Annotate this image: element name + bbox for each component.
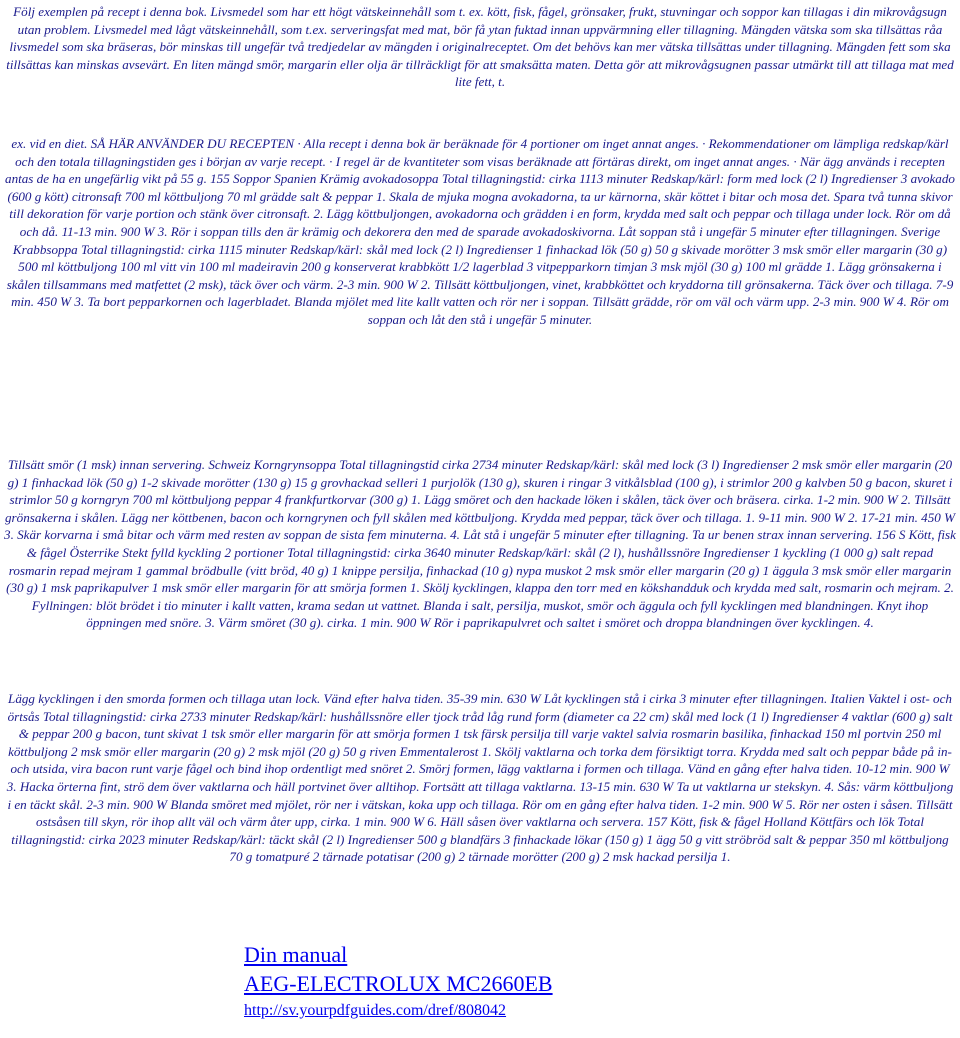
url-link[interactable]: http://sv.yourpdfguides.com/dref/808042 [244,1002,507,1019]
paragraph-recipes-meat: Tillsätt smör (1 msk) innan servering. Schweiz Korngrynsoppa Total tillagningstid cirka 2734 minuter Redskap/kärl: skål med lock (3 l) Ingredienser 2 msk smör eller margarin (20 g) 1 finhackad lök (50 g) 1-2 skivade morötter (130 g) 15 g grovhackad selleri 1 purjolök (130 g), skuren i ringar 3 vitkålsblad (100 g), i strimlor 200 g kalvben 50 g bacon, skuret i strimlor 50 g korngryn 700 ml köttbuljong peppar 4 frankfurtkorvar (300 g) 1. Lägg smöret och den hackade löken i skålen, täck över och bräsera. cirka. 1-2 min. 900 W 2. Tillsätt grönsakerna i skålen. Lägg ner köttbenen, bacon och korngrynen och fyll skålen med köttbuljong. Krydda med peppar, täck över och tillaga. 1. 9-11 min. 900 W 2. 17-21 min. 450 W 3. Skär korvarna i små bitar och värm med resten av soppan de sista fem minuterna. 4. Låt stå i ungefär 5 minuter efter tillagning. Ta ur benen strax innan servering. 156 S Kött, fisk & fågel Österrike Stekt fylld kyckling 2 portioner Total tillagningstid: cirka 3640 minuter Redskap/kärl: skål (2 l), hushållssnöre Ingredienser 1 kyckling (1 000 g) salt repad rosmarin repad mejram 1 gammal brödbulle (vitt bröd, 40 g) 1 knippe persilja, finhackad (10 g) nypa muskot 2 msk smör eller margarin (20 g) 1 äggula 3 msk smör eller margarin (30 g) 1 msk paprikapulver 1 msk smör eller margarin för att smörja formen 1. Skölj kycklingen, klappa den torr med en kökshandduk och krydda med salt, rosmarin och mejram. 2. Fyllningen: blöt brödet i tio minuter i kallt vatten, krama sedan ut vattnet. Blanda i salt, persilja, muskot, smör och äggula och fyll kycklingen med blandningen. Knyt ihop öppningen med snöre. 3. Värm smöret (30 g). cirka. 1 min. 900 W Rör i paprikapulvret och saltet i smöret och droppa blandningen över kycklingen. 4. [4,457,956,631]
paragraph-recipes-poultry: Lägg kycklingen i den smorda formen och tillaga utan lock. Vänd efter halva tiden. 35-39 min. 630 W Låt kycklingen stå i cirka 3 minuter efter tillagningen. Italien Vaktel i ost- och örtsås Total tillagningstid: cirka 2733 minuter Redskap/kärl: hushållssnöre eller tjock tråd låg rund form (diameter ca 22 cm) skål med lock (1 l) Ingredienser 4 vaktlar (600 g) salt & peppar 200 g bacon, tunt skivat 1 tsk smör eller margarin för att smörja formen 1 tsk färsk persilja till varje vaktel salvia rosmarin basilika, finhackad 150 ml portvin 250 ml köttbuljong 2 msk smör eller margarin (20 g) 2 msk mjöl (20 g) 50 g riven Emmentalerost 1. Skölj vaktlarna och torka dem försiktigt torra. Krydda med salt och peppar både på in- och utsida, vira bacon runt varje fågel och bind ihop ordentligt med snöret 2. Smörj formen, lägg vaktlarna i formen och tillaga. Vänd en gång efter halva tiden. 10-12 min. 900 W 3. Hacka örterna fint, strö dem över vaktlarna och häll portvinet över alltihop. Fortsätt att tillaga vaktlarna. 13-15 min. 630 W Ta ut vaktlarna ur stekskyn. 4. Sås: värm köttbuljong i en täckt skål. 2-3 min. 900 W Blanda smöret med mjölet, rör ner i vätskan, koka upp och tillaga. Rör om en gång efter halva tiden. 1-2 min. 900 W 5. Rör ner osten i såsen. Tillsätt ostsåsen till skyn, rör ihop allt väl och värm åter upp, cirka. 1 min. 900 W 6. Häll såsen över vaktlarna och servera. 157 Kött, fisk & fågel Holland Köttfärs och lök Total tillagningstid: cirka 2023 minuter Redskap/kärl: täckt skål (2 l) Ingredienser 500 g blandfärs 3 finhackade lökar (150 g) 1 ägg 50 g vitt ströbröd salt & peppar 350 ml köttbuljong 70 g tomatpuré 2 tärnade potatisar (200 g) 2 tärnade morötter (200 g) 2 msk hackad persilja 1. [6,691,954,865]
paragraph-intro: Följ exemplen på recept i denna bok. Livsmedel som har ett högt vätskeinnehåll som t. ex. kött, fisk, fågel, grönsaker, frukt, stuvningar och soppor kan tillagas i din mikrovågsugn utan problem. Livsmedel med lågt vätskeinnehåll, som t.ex. serveringsfat med mat, bör få ytan fuktad innan uppvärmning eller tillagning. Mängden vätska som ska tillsättas råa livsmedel som ska bräseras, bör minskas till ungefär två tredjedelar av mängden i originalreceptet. Om det behövs kan mer vätska tillsättas under tillagning. Mängden fett som ska tillsättas kan minskas avsevärt. En liten mängd smör, margarin eller olja är tillräckligt för att smaksätta maten. Detta gör att mikrovågsugnen passar utmärkt till att tillaga mat med lite fett, t. [6,4,954,90]
manual-link[interactable]: Din manual [244,942,348,967]
product-link[interactable]: AEG-ELECTROLUX MC2660EB [244,971,553,996]
manual-footer [244,941,553,1023]
paragraph-recipes-soups: ex. vid en diet. SÅ HÄR ANVÄNDER DU RECEPTEN · Alla recept i denna bok är beräknade för 4 portioner om inget annat anges. · Rekommendationer om lämpliga redskap/kärl och den totala tillagningstiden ges i början av varje recept. · I regel är de kvantiteter som visas beräknade att förtäras direkt, om inget annat anges. · När ägg används i recepten antas de ha en ungefärlig vikt på 55 g. 155 Soppor Spanien Krämig avokadosoppa Total tillagningstid: cirka 1113 minuter Redskap/kärl: form med lock (2 l) Ingredienser 3 avokado (600 g kött) citronsaft 700 ml köttbuljong 70 ml grädde salt & peppar 1. Skala de mjuka mogna avokadorna, ta ur kärnorna, skär köttet i bitar och mosa det. Spara två tunna skivor till dekoration för varje portion och stänk över citronsaft. 2. Lägg köttbuljongen, avokadorna och grädden i en form, krydda med salt och peppar och tillaga under lock. Rör om då och då. 11-13 min. 900 W 3. Rör i soppan tills den är krämig och dekorera den med de sparade avokadoskivorna. Låt soppan stå i ungefär 5 minuter efter tillagningen. Sverige Krabbsoppa Total tillagningstid: cirka 1115 minuter Redskap/kärl: skål med lock (2 l) Ingredienser 1 finhackad lök (50 g) 50 g skivade morötter 3 msk smör eller margarin (30 g) 500 ml köttbuljong 100 ml vitt vin 100 ml madeiravin 200 g konserverat krabbkött 1/2 lagerblad 3 vitpepparkorn timjan 3 msk mjöl (30 g) 100 ml grädde 1. Lägg grönsakerna i skålen tillsammans med matfettet (2 msk), täck över och värm. 2-3 min. 900 W 2. Tillsätt köttbuljongen, vinet, krabbköttet och kryddorna till grönsakerna. Täck över och tillaga. 7-9 min. 450 W 3. Ta bort pepparkornen och lagerbladet. Blanda mjölet med lite kallt vatten och rör ner i soppan. Tillsätt grädde, rör om väl och värm upp. 2-3 min. 900 W 4. Rör om soppan och låt den stå i ungefär 5 minuter. [5,136,955,327]
